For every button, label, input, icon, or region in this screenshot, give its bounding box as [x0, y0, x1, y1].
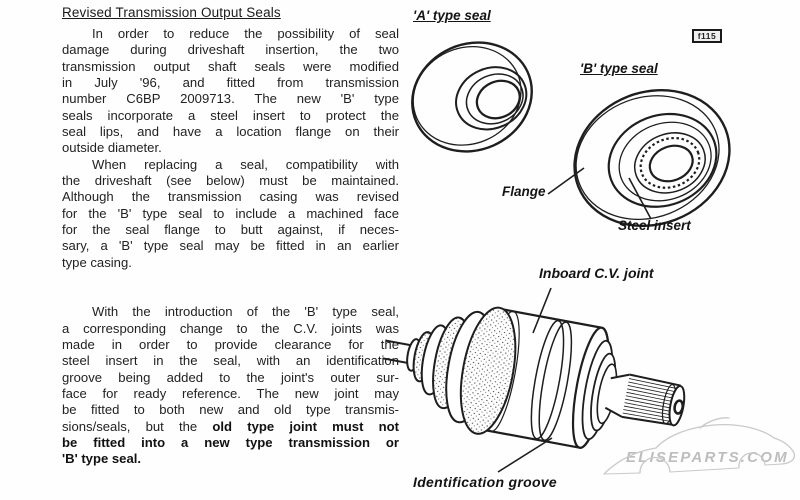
a-type-seal-drawing	[395, 24, 550, 170]
bold-warning-text: 'B' type seal.	[62, 451, 142, 467]
stamp-mark: f115	[692, 29, 722, 43]
text-line: made in order to provide clearance for the	[62, 336, 399, 352]
steel-insert-leader-line	[629, 178, 651, 219]
text-line	[62, 419, 399, 435]
flange-label: Flange	[502, 184, 546, 199]
paragraph-gap	[62, 271, 399, 304]
text-segment: sions/seals, but the	[62, 418, 213, 434]
text-line: for the 'B' type seal to include a machined face	[62, 205, 399, 221]
paragraph-2	[62, 157, 399, 271]
text-line: outside diameter.	[62, 140, 162, 156]
paragraph-1	[62, 26, 399, 157]
cv-joint-drawing	[372, 288, 695, 469]
watermark-text: ELISEPARTS.COM	[626, 449, 789, 466]
a-type-seal-label: 'A' type seal	[413, 8, 491, 23]
steel-insert-label: Steel insert	[618, 218, 691, 233]
bold-warning-text: be fitted into a new type transmission or	[62, 434, 399, 450]
text-line: When replacing a seal, compatibility with	[92, 156, 399, 172]
page-title: Revised Transmission Output Seals	[62, 5, 281, 20]
text-line: seals incorporate a steel insert to protect the	[62, 107, 399, 123]
text-line: a corresponding change to the C.V. joints was	[62, 320, 399, 336]
text-line: face for ready reference. The new joint may	[62, 385, 399, 401]
text-line: sary, a 'B' type seal may be fitted in an earlier	[62, 238, 399, 254]
text-line: In order to reduce the possibility of seal	[92, 26, 399, 41]
text-line: Although the transmission casing was revised	[62, 189, 399, 205]
text-column	[62, 5, 399, 468]
text-line: type casing.	[62, 254, 132, 270]
splined-shaft	[622, 375, 687, 428]
text-line: in July '96, and fitted from transmission	[62, 75, 399, 91]
text-line: steel insert in the seal, with an identification	[62, 353, 399, 369]
identification-groove-leader-line	[498, 438, 552, 472]
text-line: With the introduction of the 'B' type seal,	[92, 304, 399, 320]
text-line: number C6BP 2009713. The new 'B' type	[62, 91, 399, 107]
text-line: seal lips, and have a location flange on their	[62, 124, 399, 140]
text-line: groove being added to the joint's outer sur-	[62, 369, 399, 385]
paragraph-3	[62, 304, 399, 467]
text-line: the driveshaft (see below) must be maintained.	[62, 173, 399, 189]
text-line: be fitted to both new and old type transmis-	[62, 402, 399, 418]
bold-warning-text: old type joint must not	[212, 418, 399, 434]
b-type-seal-label: 'B' type seal	[580, 61, 658, 76]
identification-groove-label: Identification groove	[413, 474, 557, 490]
inboard-cv-joint-label: Inboard C.V. joint	[539, 265, 654, 281]
text-line: for the seal flange to butt against, if neces-	[62, 222, 399, 238]
text-line: transmission output shaft seals were modified	[62, 58, 399, 74]
car-silhouette	[604, 418, 794, 474]
text-line: damage during driveshaft insertion, the two	[62, 42, 399, 58]
